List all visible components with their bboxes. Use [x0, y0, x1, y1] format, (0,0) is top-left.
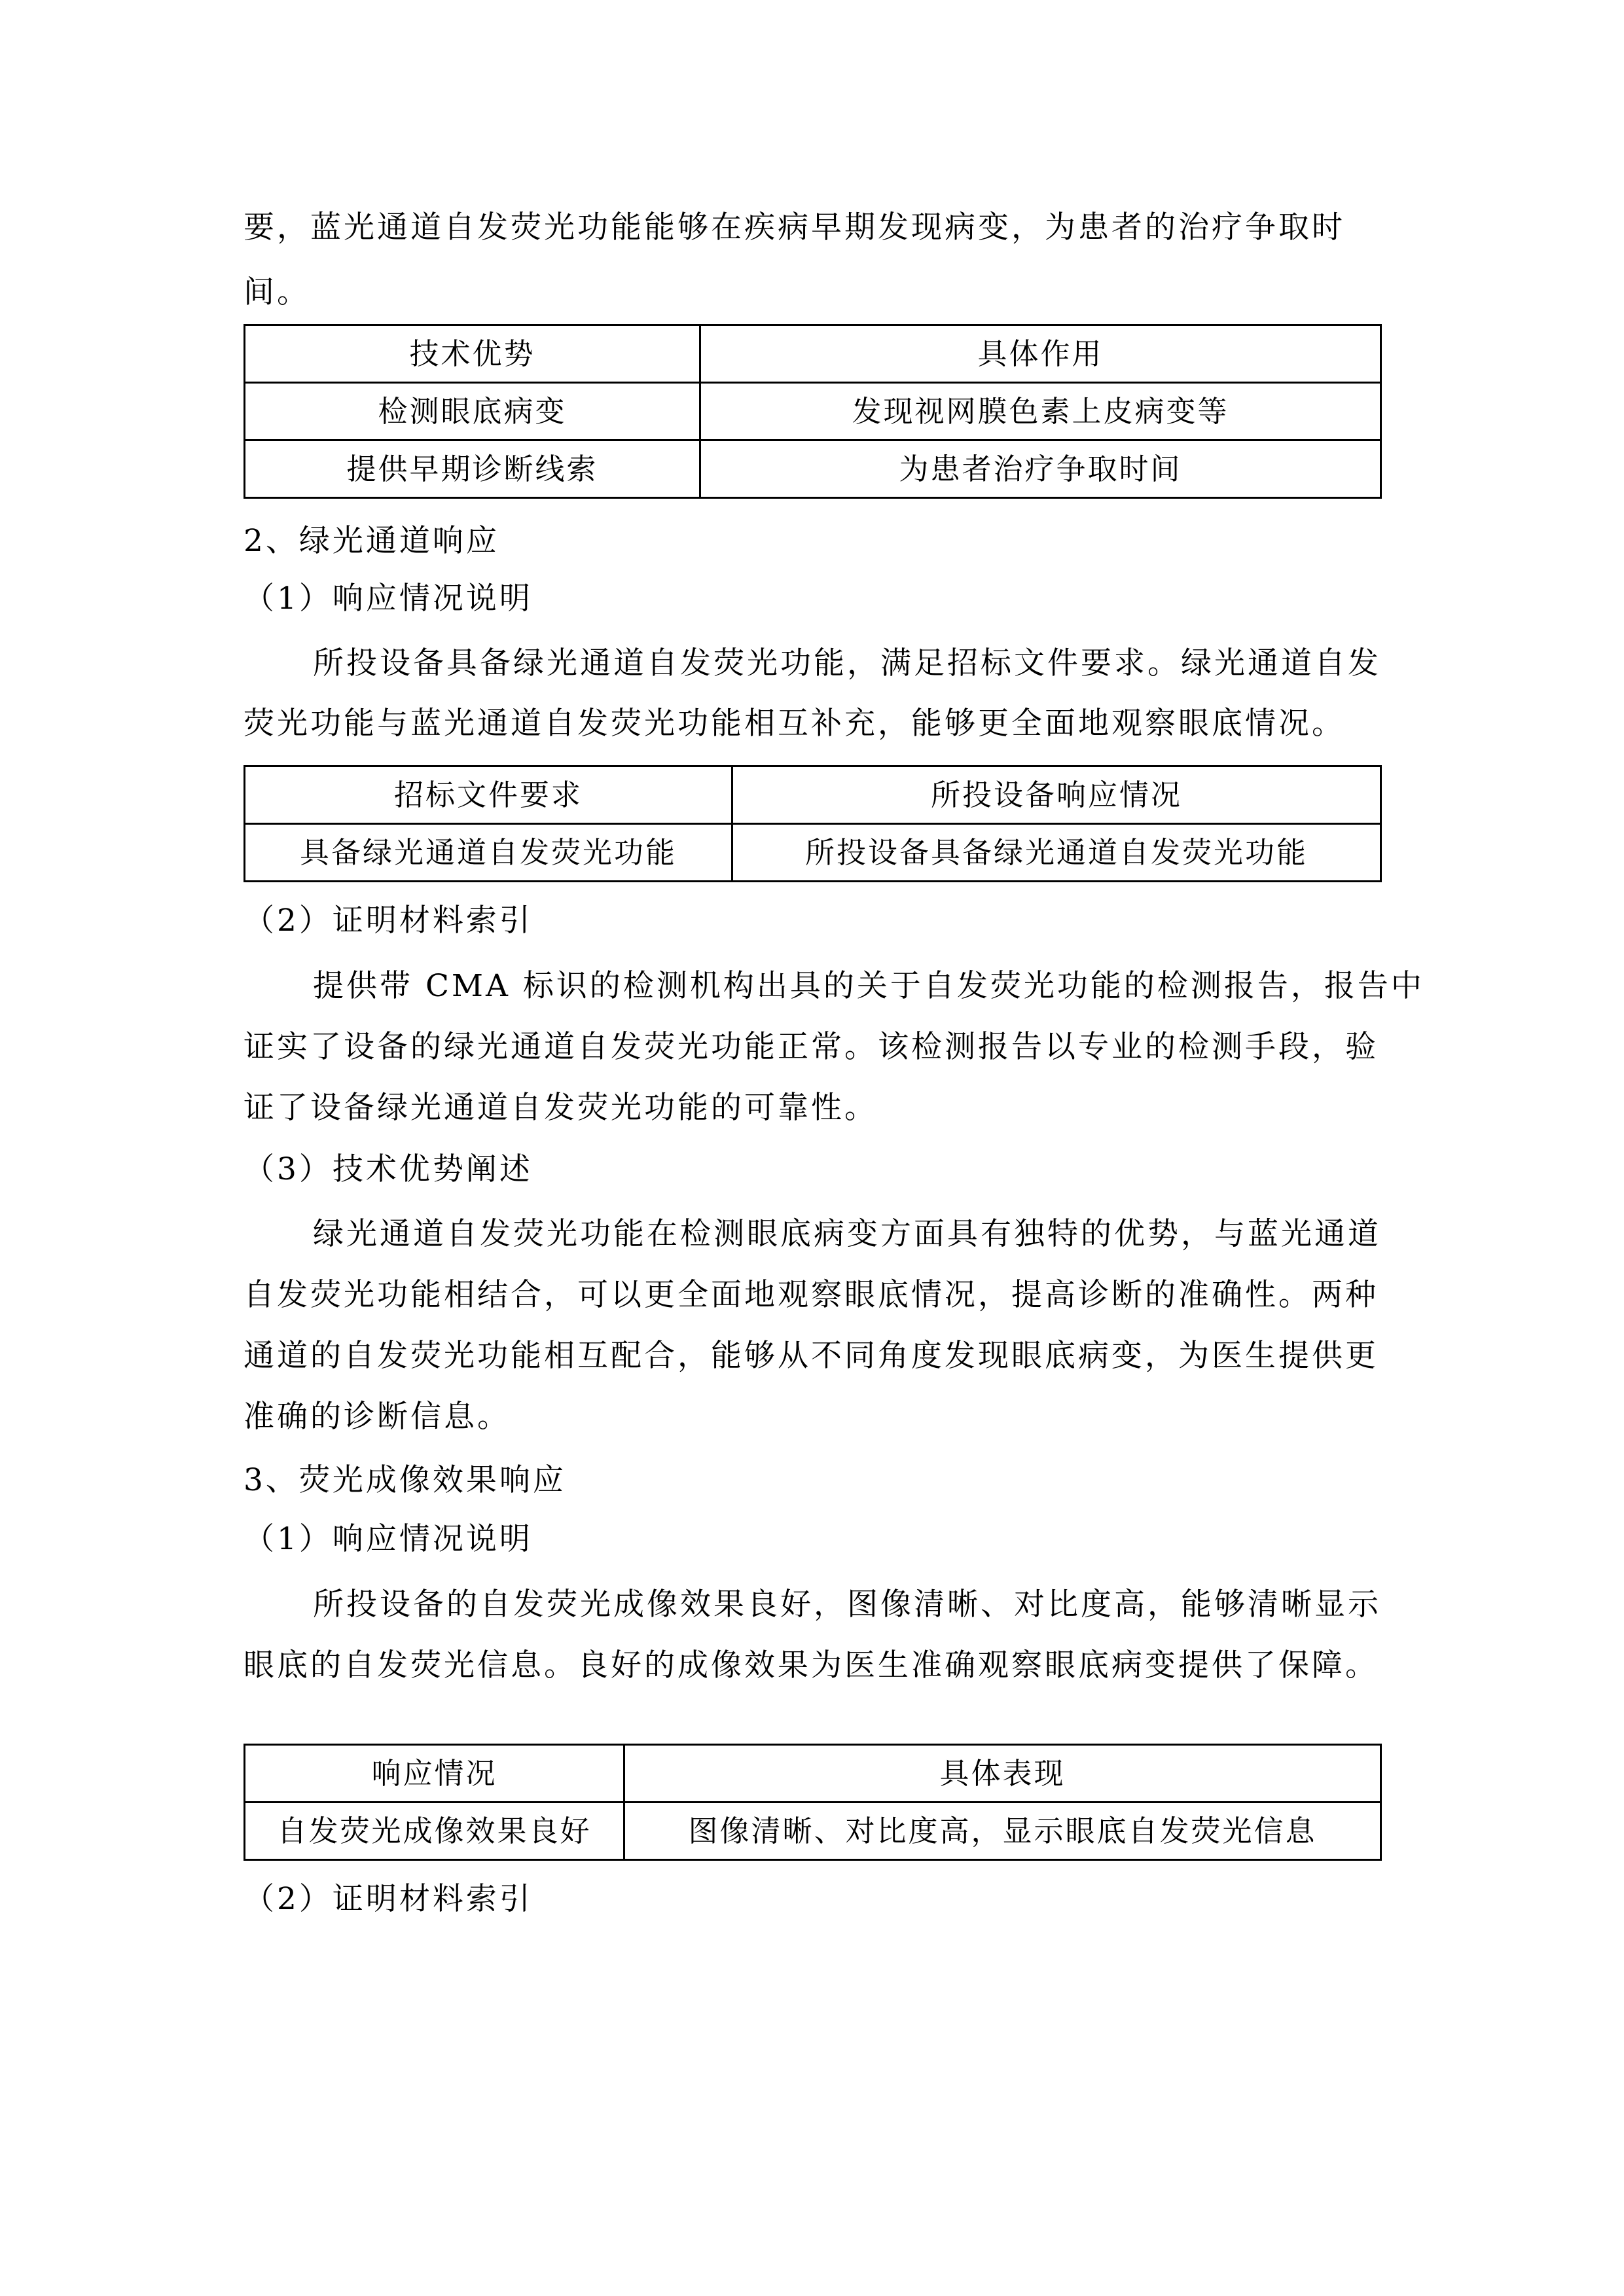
- table-row: [245, 440, 1381, 498]
- blue-channel-advantage-table: [244, 324, 1382, 499]
- table-cell: 提供早期诊断线索: [245, 440, 700, 498]
- table-header-cell: 响应情况: [245, 1745, 624, 1803]
- section-heading-green-channel: 2、绿光通道响应: [244, 523, 499, 559]
- table-header-row: [245, 325, 1381, 383]
- table-row: [245, 1803, 1381, 1860]
- table-header-cell: 具体表现: [624, 1745, 1381, 1803]
- paragraph-line: 荧光功能与蓝光通道自发荧光功能相互补充，能够更全面地观察眼底情况。: [244, 706, 1345, 742]
- subheading-response-description: （1）响应情况说明: [244, 1521, 533, 1557]
- table-cell: 所投设备具备绿光通道自发荧光功能: [732, 824, 1381, 882]
- table-cell: 具备绿光通道自发荧光功能: [245, 824, 732, 882]
- subheading-response-description: （1）响应情况说明: [244, 581, 533, 617]
- paragraph-line: 绿光通道自发荧光功能在检测眼底病变方面具有独特的优势，与蓝光通道: [313, 1216, 1381, 1252]
- paragraph-line: 准确的诊断信息。: [244, 1399, 511, 1435]
- table-header-cell: 技术优势: [245, 325, 700, 383]
- paragraph-line: 提供带 CMA 标识的检测机构出具的关于自发荧光功能的检测报告，报告中: [313, 968, 1424, 1004]
- paragraph-line: 证了设备绿光通道自发荧光功能的可靠性。: [244, 1090, 878, 1126]
- table-row: [245, 383, 1381, 440]
- table-header-cell: 具体作用: [700, 325, 1381, 383]
- table-cell: 发现视网膜色素上皮病变等: [700, 383, 1381, 440]
- section-heading-fluorescence-imaging: 3、荧光成像效果响应: [244, 1462, 566, 1498]
- table-cell: 自发荧光成像效果良好: [245, 1803, 624, 1860]
- subheading-evidence-index: （2）证明材料索引: [244, 1881, 533, 1917]
- intro-paragraph-line-1: 要，蓝光通道自发荧光功能能够在疾病早期发现病变，为患者的治疗争取时: [244, 209, 1345, 245]
- green-channel-response-table: [244, 765, 1382, 882]
- paragraph-line: 所投设备的自发荧光成像效果良好，图像清晰、对比度高，能够清晰显示: [313, 1587, 1381, 1623]
- table-cell: 检测眼底病变: [245, 383, 700, 440]
- table-row: [245, 824, 1381, 882]
- imaging-effect-response-table: [244, 1744, 1382, 1861]
- subheading-technical-advantage: （3）技术优势阐述: [244, 1151, 533, 1187]
- intro-paragraph-line-2: 间。: [244, 274, 310, 310]
- paragraph-line: 眼底的自发荧光信息。良好的成像效果为医生准确观察眼底病变提供了保障。: [244, 1647, 1379, 1683]
- subheading-evidence-index: （2）证明材料索引: [244, 903, 533, 939]
- table-header-cell: 所投设备响应情况: [732, 766, 1381, 824]
- table-header-row: [245, 1745, 1381, 1803]
- paragraph-line: 通道的自发荧光功能相互配合，能够从不同角度发现眼底病变，为医生提供更: [244, 1338, 1379, 1374]
- table-cell: 为患者治疗争取时间: [700, 440, 1381, 498]
- table-header-row: [245, 766, 1381, 824]
- paragraph-line: 所投设备具备绿光通道自发荧光功能，满足招标文件要求。绿光通道自发: [313, 645, 1381, 681]
- table-cell: 图像清晰、对比度高，显示眼底自发荧光信息: [624, 1803, 1381, 1860]
- paragraph-line: 自发荧光功能相结合，可以更全面地观察眼底情况，提高诊断的准确性。两种: [244, 1277, 1379, 1313]
- paragraph-line: 证实了设备的绿光通道自发荧光功能正常。该检测报告以专业的检测手段，验: [244, 1029, 1379, 1065]
- table-header-cell: 招标文件要求: [245, 766, 732, 824]
